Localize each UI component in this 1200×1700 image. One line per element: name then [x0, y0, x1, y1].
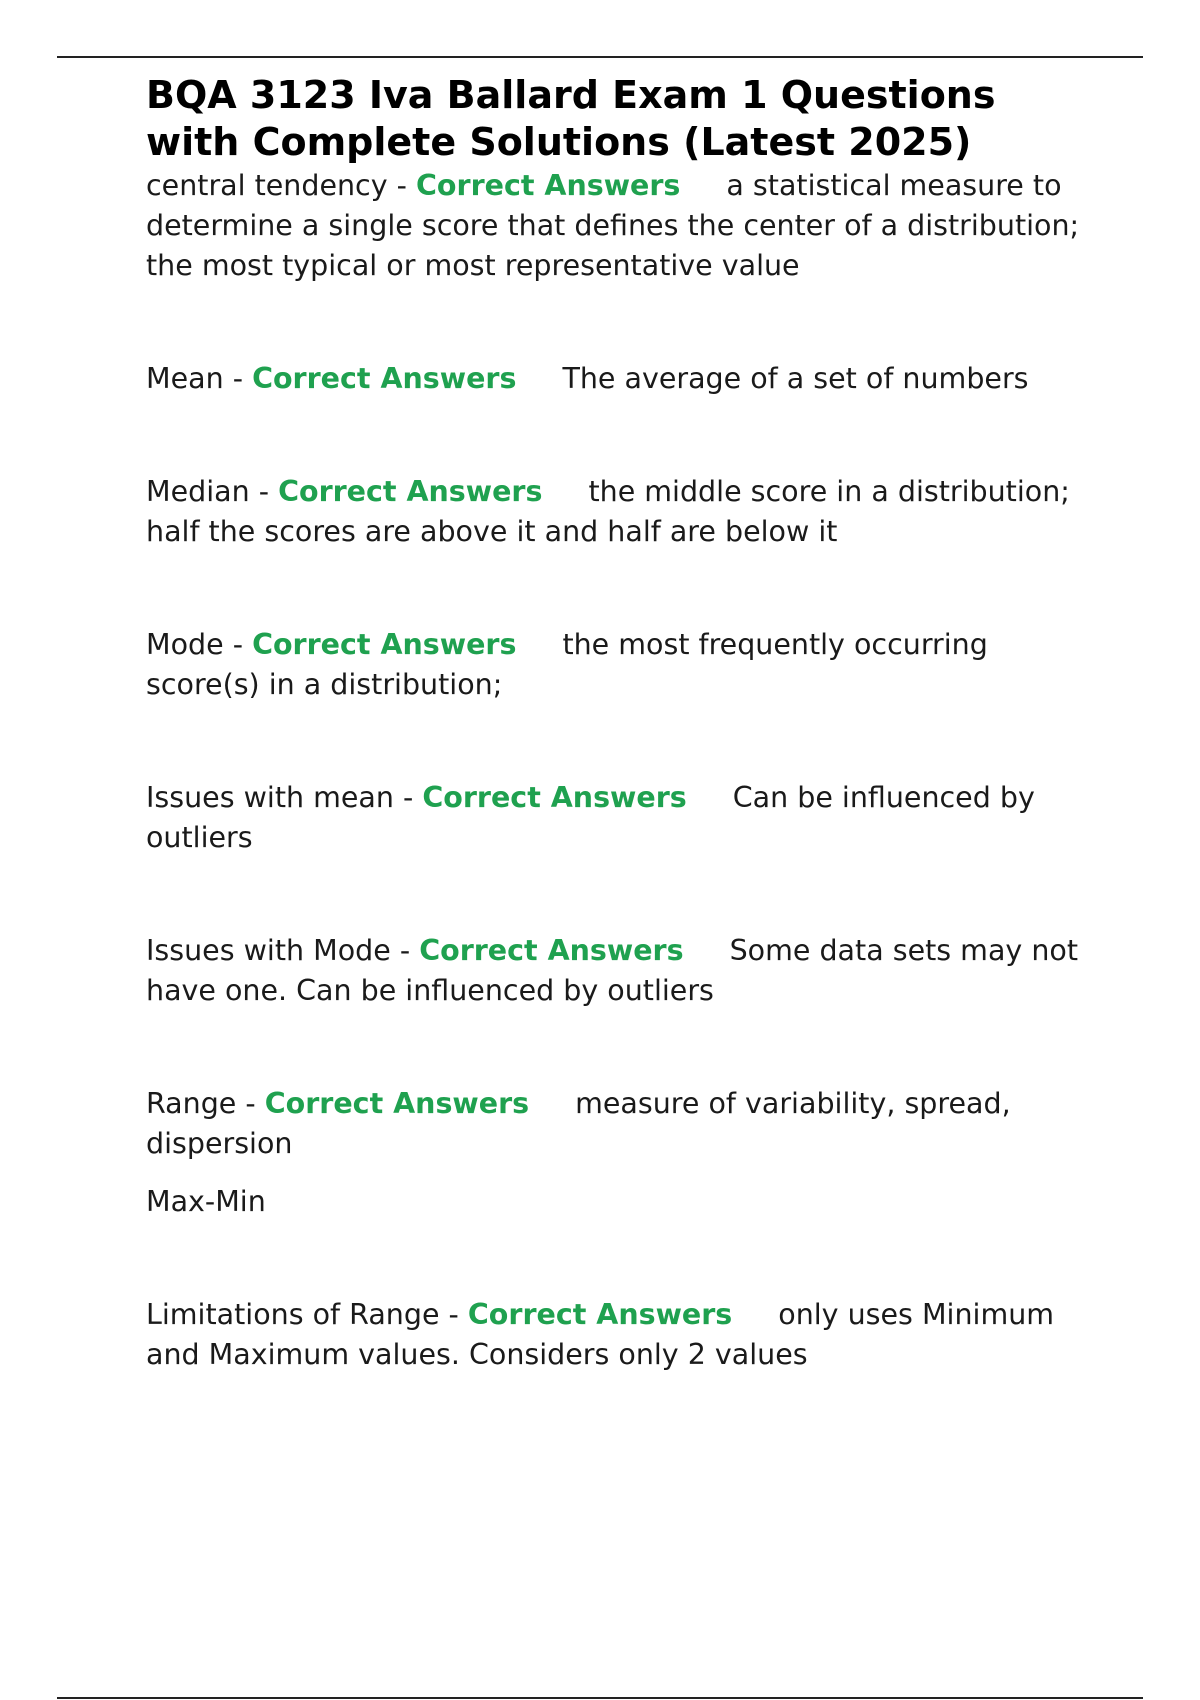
- question-term: central tendency: [146, 169, 388, 202]
- term-separator: -: [390, 934, 420, 967]
- answer-text: the middle score in a distribution; half the scores are above it and half are below it: [146, 475, 1070, 548]
- document-title: BQA 3123 Iva Ballard Exam 1 Questions with Complete Solutions (Latest 2025): [146, 73, 996, 164]
- qa-line: [146, 931, 1096, 1011]
- correct-answers-label: Correct Answers: [252, 362, 517, 395]
- correct-answers-label: Correct Answers: [467, 1298, 733, 1331]
- correct-answers-label: Correct Answers: [264, 1087, 530, 1120]
- term-separator: -: [393, 781, 423, 814]
- answer-text: the most frequently occurring score(s) in a distribution;: [146, 628, 988, 701]
- answer-text: only uses Minimum and Maximum values. Considers only 2 values: [146, 1298, 1055, 1371]
- term-separator: -: [223, 628, 253, 661]
- term-separator: -: [236, 1087, 265, 1120]
- qa-entry: [146, 931, 1096, 1011]
- question-term: Mean: [146, 362, 224, 395]
- answer-extra-line: Max-Min: [146, 1185, 266, 1218]
- qa-line: [146, 778, 1096, 858]
- qa-line: [146, 166, 1096, 286]
- bottom-rule: [57, 1697, 1143, 1699]
- qa-line: [146, 1295, 1096, 1375]
- correct-answers-label: Correct Answers: [422, 781, 687, 814]
- qa-line: [146, 472, 1096, 552]
- question-term: Median: [146, 475, 250, 508]
- question-term: Range: [146, 1087, 237, 1120]
- question-term: Issues with Mode: [146, 934, 391, 967]
- correct-answers-label: Correct Answers: [419, 934, 684, 967]
- qa-entry: [146, 1295, 1096, 1375]
- question-term: Limitations of Range: [146, 1298, 440, 1331]
- answer-text: measure of variability, spread, dispersion: [146, 1087, 1011, 1160]
- qa-entry: [146, 359, 1096, 399]
- qa-entry: [146, 778, 1096, 858]
- qa-list: [146, 166, 1096, 1375]
- document-body: [146, 72, 1096, 1448]
- top-rule: [57, 56, 1143, 58]
- term-separator: -: [223, 362, 253, 395]
- qa-line: [146, 625, 1096, 705]
- question-term: Mode: [146, 628, 224, 661]
- question-term: Issues with mean: [146, 781, 394, 814]
- answer-text: The average of a set of numbers: [562, 362, 1029, 395]
- answer-text: a statistical measure to determine a single score that defines the center of a distribution; the most typical or most representative value: [146, 169, 1080, 282]
- term-separator: -: [249, 475, 279, 508]
- term-separator: -: [439, 1298, 468, 1331]
- answer-text: Can be influenced by outliers: [146, 781, 1035, 854]
- qa-entry: [146, 166, 1096, 286]
- term-separator: -: [387, 169, 417, 202]
- qa-entry: [146, 625, 1096, 705]
- qa-entry: [146, 472, 1096, 552]
- correct-answers-label: Correct Answers: [416, 169, 681, 202]
- correct-answers-label: Correct Answers: [278, 475, 543, 508]
- qa-line: [146, 1084, 1096, 1164]
- qa-entry: [146, 1084, 1096, 1222]
- qa-line: [146, 359, 1096, 399]
- correct-answers-label: Correct Answers: [252, 628, 517, 661]
- answer-text: Some data sets may not have one. Can be influenced by outliers: [146, 934, 1079, 1007]
